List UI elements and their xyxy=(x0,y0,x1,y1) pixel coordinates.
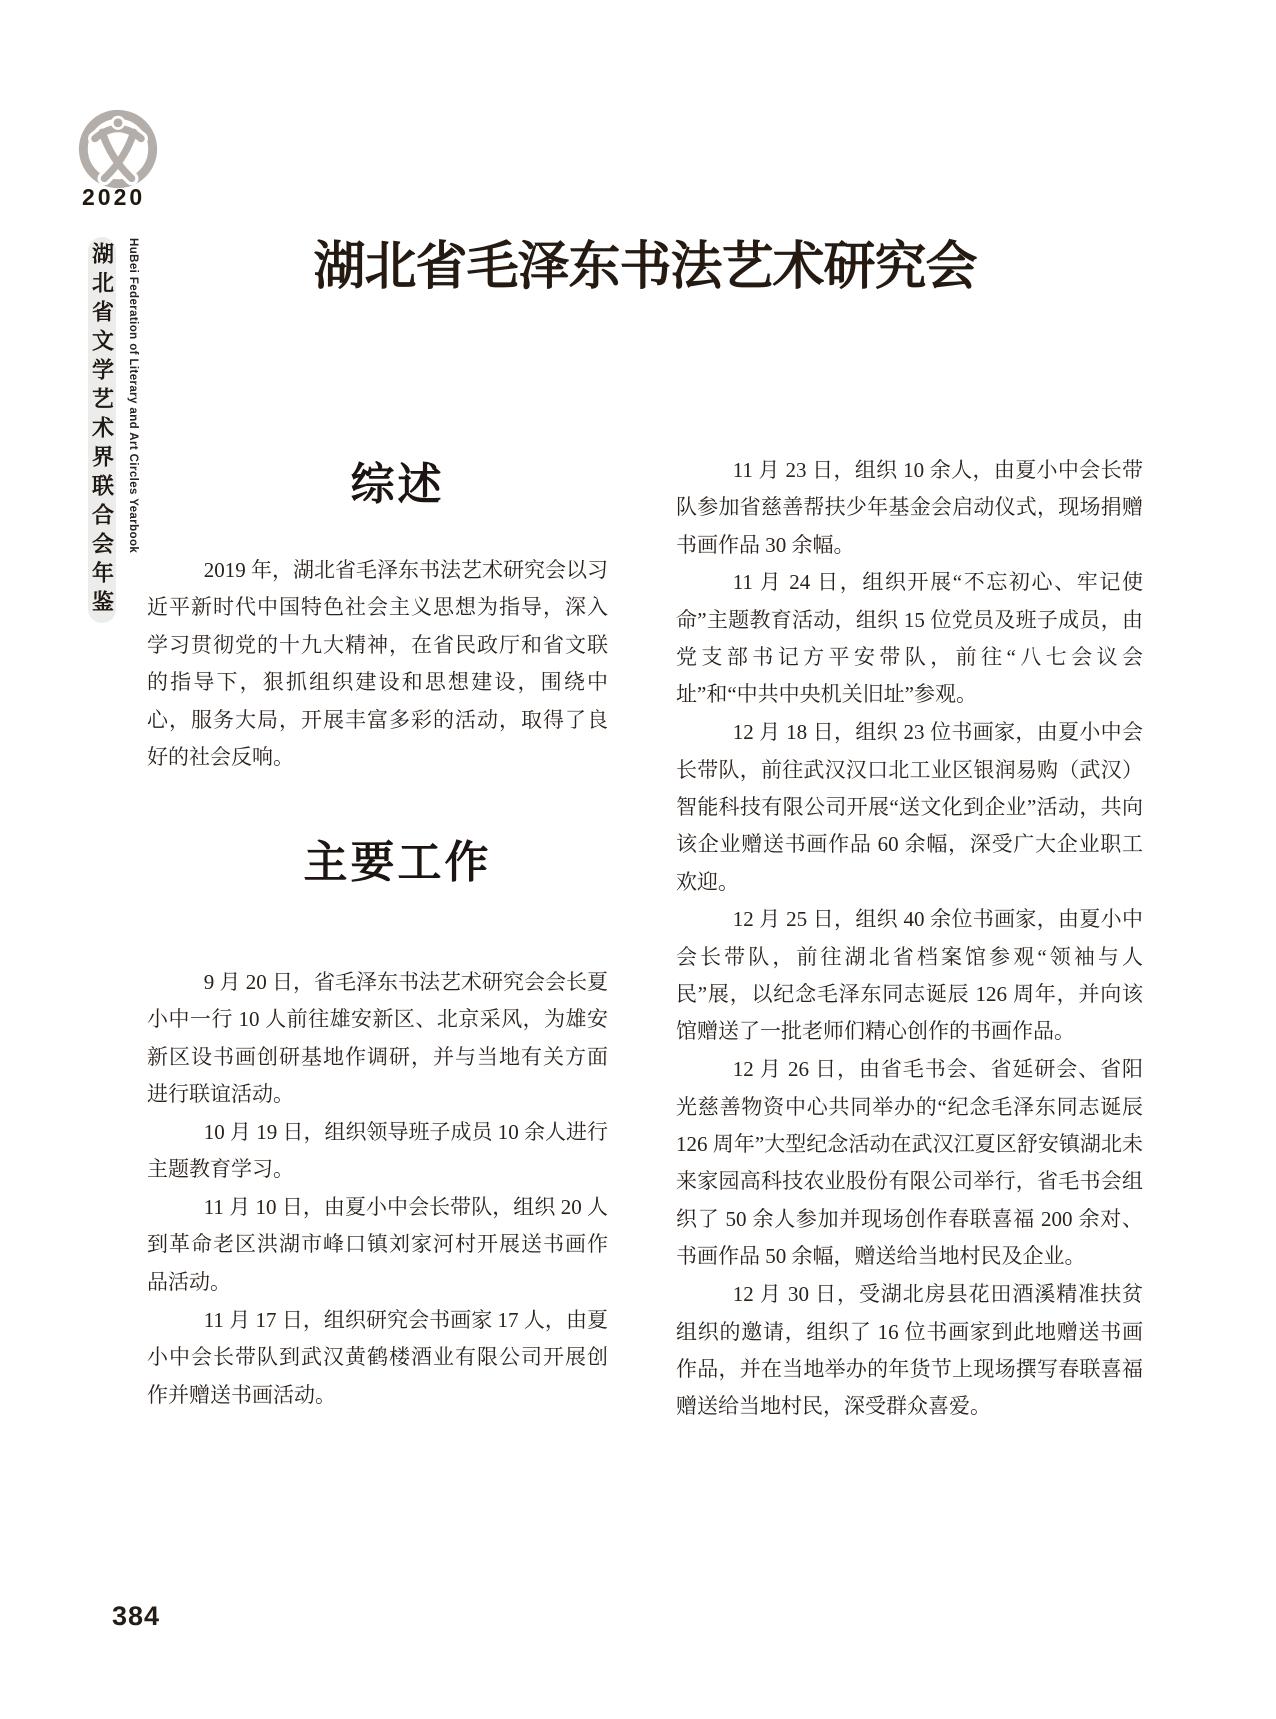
body-paragraph: 10 月 19 日，组织领导班子成员 10 余人进行主题教育学习。 xyxy=(147,1120,608,1182)
yearbook-spine-bar xyxy=(88,237,116,623)
section-heading: 综述 xyxy=(350,460,445,509)
body-paragraph: 11 月 24 日，组织开展“不忘初心、牢记使命”主题教育活动，组织 15 位党员及班子成员，由党支部书记方平安带队，前往“八七会议会址”和“中共中央机关旧址”参观。 xyxy=(676,570,1143,707)
body-paragraph: 11 月 17 日，组织研究会书画家 17 人，由夏小中会长带队到武汉黄鹤楼酒业有限公司开展创作并赠送书画活动。 xyxy=(147,1308,608,1407)
body-paragraph: 9 月 20 日，省毛泽东书法艺术研究会会长夏小中一行 10 人前往雄安新区、北京采风，为雄安新区设书画创研基地作调研，并与当地有关方面进行联谊活动。 xyxy=(147,970,608,1107)
page-number: 384 xyxy=(112,1601,161,1631)
body-paragraph: 12 月 25 日，组织 40 余位书画家，由夏小中会长带队，前往湖北省档案馆参观“领袖与人民”展，以纪念毛泽东同志诞辰 126 周年，并向该馆赠送了一批老师们精心创作的书画作品。 xyxy=(676,907,1143,1044)
body-paragraph: 12 月 26 日，由省毛书会、省延研会、省阳光慈善物资中心共同举办的“纪念毛泽东同志诞辰 126 周年”大型纪念活动在武汉江夏区舒安镇湖北未来家园高科技农业股份有限公司举行，省毛书会组织了 50 余人参加并现场创作春联喜福 200 余对、书画作品 50 余幅，赠送给当地村民及企业。 xyxy=(676,1057,1143,1269)
body-paragraph: 2019 年，湖北省毛泽东书法艺术研究会以习近平新时代中国特色社会主义思想为指导，深入学习贯彻党的十九大精神，在省民政厅和省文联的指导下，狠抓组织建设和思想建设，围绕中心，服务大局，开展丰富多彩的活动，取得了良好的社会反响。 xyxy=(147,558,608,770)
section-heading: 主要工作 xyxy=(303,838,492,887)
text-column-right xyxy=(676,440,1143,1426)
body-paragraph: 11 月 23 日，组织 10 余人，由夏小中会长带队参加省慈善帮扶少年基金会启动仪式，现场捐赠书画作品 30 余幅。 xyxy=(676,458,1143,557)
body-paragraph: 12 月 18 日，组织 23 位书画家，由夏小中会长带队，前往武汉汉口北工业区银润易购（武汉）智能科技有限公司开展“送文化到企业”活动，共向该企业赠送书画作品 60 余幅，深受广大企业职工欢迎。 xyxy=(676,720,1143,894)
article-title: 湖北省毛泽东书法艺术研究会 xyxy=(313,239,977,296)
yearbook-title-cn-vertical: 湖北省文学艺术界联合会年鉴 xyxy=(89,242,115,619)
text-column-left xyxy=(147,440,608,1415)
edition-year: 2020 xyxy=(82,184,146,210)
yearbook-title-en-vertical: HuBei Federation of Literary and Art Circles Yearbook xyxy=(127,238,139,554)
body-paragraph: 11 月 10 日，由夏小中会长带队，组织 20 人到革命老区洪湖市峰口镇刘家河村开展送书画作品活动。 xyxy=(147,1195,608,1294)
flac-emblem-icon xyxy=(76,106,160,190)
body-paragraph: 12 月 30 日，受湖北房县花田酒溪精准扶贫组织的邀请，组织了 16 位书画家到此地赠送书画作品，并在当地举办的年货节上现场撰写春联喜福赠送给当地村民，深受群众喜爱。 xyxy=(676,1282,1143,1419)
